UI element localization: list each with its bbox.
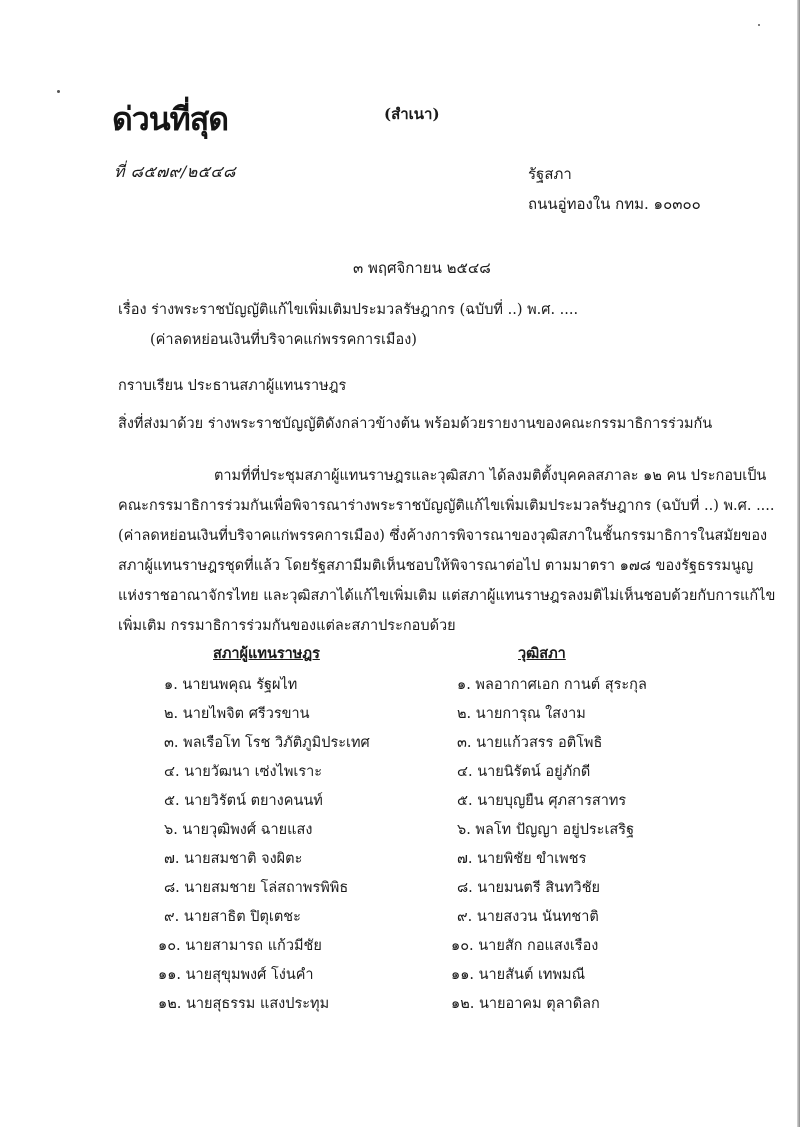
senate-member: ๙. นายสงวน นันทชาติ bbox=[457, 909, 599, 925]
house-member: ๘. นายสมชาย โล่สถาพรพิพิธ bbox=[164, 880, 349, 896]
senate-member: ๑๑. นายสันต์ เทพมณี bbox=[451, 967, 586, 983]
senate-member: ๒. นายการุณ ใสงาม bbox=[457, 706, 586, 722]
house-member: ๙. นายสาธิต ปิตุเตชะ bbox=[164, 909, 301, 925]
senate-member: ๑. พลอากาศเอก กานต์ สุระกุล bbox=[457, 677, 647, 693]
body-line: เพิ่มเติม กรรมาธิการร่วมกันของแต่ละสภาประกอบด้วย bbox=[118, 618, 456, 634]
copy-mark: (สำเนา) bbox=[384, 105, 440, 123]
senate-member: ๑๐. นายสัก กอแสงเรือง bbox=[451, 938, 599, 954]
urgency-stamp: ด่วนที่สุด bbox=[112, 100, 229, 138]
house-column-heading: สภาผู้แทนราษฎร bbox=[213, 645, 320, 662]
subject-subtitle: (ค่าลดหย่อนเงินที่บริจาคแก่พรรคการเมือง) bbox=[150, 332, 417, 348]
body-line: (ค่าลดหย่อนเงินที่บริจาคแก่พรรคการเมือง) ซึ่งค้างการพิจารณาของวุฒิสภาในชั้นกรรมาธิการในสมัยของ bbox=[118, 528, 768, 544]
body-line: ตามที่ที่ประชุมสภาผู้แทนราษฎรและวุฒิสภา ได้ลงมติตั้งบุคคลสภาละ ๑๒ คน ประกอบเป็น bbox=[214, 468, 767, 484]
house-member: ๔. นายวัฒนา เซ่งไพเราะ bbox=[164, 764, 323, 780]
house-member: ๑. นายนพคุณ รัฐผไท bbox=[164, 677, 298, 693]
house-member: ๕. นายวิรัตน์ ตยางคนนท์ bbox=[164, 793, 323, 809]
body-line: แห่งราชอาณาจักรไทย และวุฒิสภาได้แก้ไขเพิ่มเติม แต่สภาผู้แทนราษฎรลงมติไม่เห็นชอบด้วยกับการแก้ไข bbox=[118, 588, 776, 604]
senate-member: ๓. นายแก้วสรร อติโพธิ bbox=[457, 735, 603, 751]
senate-member: ๗. นายพิชัย ขำเพชร bbox=[457, 851, 587, 867]
senate-column-heading: วุฒิสภา bbox=[518, 645, 566, 662]
document-date: ๓ พฤศจิกายน ๒๕๔๘ bbox=[353, 259, 491, 277]
house-member: ๖. นายวุฒิพงศ์ ฉายแสง bbox=[164, 822, 313, 838]
body-line: คณะกรรมาธิการร่วมกันเพื่อพิจารณาร่างพระราชบัญญัติแก้ไขเพิ่มเติมประมวลรัษฎากร (ฉบับที่ ..) พ.ศ. .... bbox=[118, 498, 775, 514]
house-member: ๑๐. นายสามารถ แก้วมีชัย bbox=[158, 938, 322, 954]
organization-name: รัฐสภา bbox=[528, 165, 572, 183]
body-line: สภาผู้แทนราษฎรชุดที่แล้ว โดยรัฐสภามีมติเห็นชอบให้พิจารณาต่อไป ตามมาตรา ๑๗๘ ของรัฐธรรมนูญ bbox=[118, 558, 754, 574]
salutation: กราบเรียน ประธานสภาผู้แทนราษฎร bbox=[118, 378, 347, 394]
house-member: ๑๒. นายสุธรรม แสงประทุม bbox=[158, 996, 330, 1012]
organization-address: ถนนอู่ทองใน กทม. ๑๐๓๐๐ bbox=[528, 195, 701, 213]
house-member: ๑๑. นายสุขุมพงศ์ โง่นคำ bbox=[158, 967, 314, 983]
subject-line: เรื่อง ร่างพระราชบัญญัติแก้ไขเพิ่มเติมประมวลรัษฎากร (ฉบับที่ ..) พ.ศ. .... bbox=[118, 302, 579, 318]
senate-member: ๘. นายมนตรี สินทวิชัย bbox=[457, 880, 601, 896]
senate-member: ๑๒. นายอาคม ตุลาดิลก bbox=[451, 996, 600, 1012]
house-member: ๗. นายสมชาติ จงผิตะ bbox=[164, 851, 303, 867]
senate-member: ๖. พลโท ปัญญา อยู่ประเสริฐ bbox=[457, 822, 635, 838]
senate-member: ๔. นายนิรัตน์ อยู่ภักดี bbox=[457, 764, 591, 780]
house-member: ๓. พลเรือโท โรช วิภัติภูมิประเทศ bbox=[164, 735, 370, 751]
scan-speck bbox=[758, 24, 760, 26]
scan-speck bbox=[57, 90, 60, 93]
enclosure-line: สิ่งที่ส่งมาด้วย ร่างพระราชบัญญัติดังกล่าวข้างต้น พร้อมด้วยรายงานของคณะกรรมาธิการร่วมกัน bbox=[118, 416, 713, 432]
house-member: ๒. นายไพจิต ศรีวรขาน bbox=[164, 706, 310, 722]
document-number: ที่ ๘๕๗๙/๒๕๔๘ bbox=[114, 162, 236, 181]
senate-member: ๕. นายบุญยืน ศุภสารสาทร bbox=[457, 793, 627, 809]
